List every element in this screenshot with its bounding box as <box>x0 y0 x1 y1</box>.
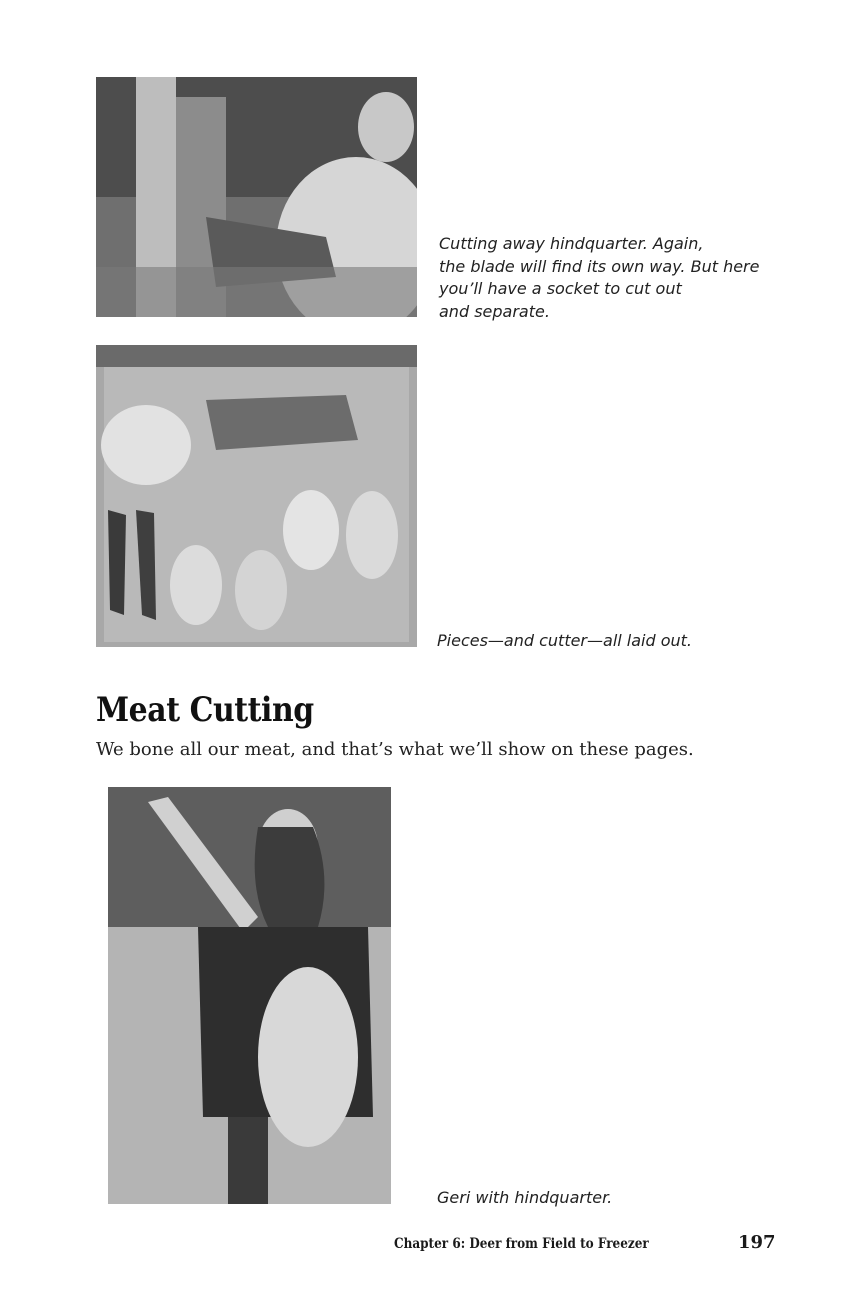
section-intro: We bone all our meat, and that’s what we’ll show on these pages. <box>96 739 694 760</box>
caption-line: you’ll have a socket to cut out <box>439 279 682 298</box>
caption-geri-with-hindquarter <box>437 1187 612 1210</box>
photo-geri-with-hindquarter-image <box>108 787 391 1204</box>
photo-cutting-hindquarter <box>96 77 417 317</box>
running-footer-chapter: Chapter 6: Deer from Field to Freezer <box>394 1236 649 1252</box>
caption-line: the blade will find its own way. But here <box>439 256 760 276</box>
caption-line: Geri with hindquarter. <box>437 1188 613 1207</box>
photo-pieces-laid-out <box>96 345 417 647</box>
caption-line: Pieces—and cutter—all laid out. <box>437 631 693 650</box>
photo-geri-with-hindquarter <box>108 787 391 1204</box>
caption-line: and separate. <box>439 301 550 321</box>
page-number: 197 <box>738 1232 776 1253</box>
caption-line: Cutting away hindquarter. Again, <box>439 234 704 253</box>
caption-pieces-laid-out <box>437 630 692 653</box>
section-heading: Meat Cutting <box>96 690 314 730</box>
photo-pieces-laid-out-image <box>96 345 417 647</box>
caption-cutting-hindquarter <box>439 233 759 323</box>
photo-cutting-hindquarter-image <box>96 77 417 317</box>
